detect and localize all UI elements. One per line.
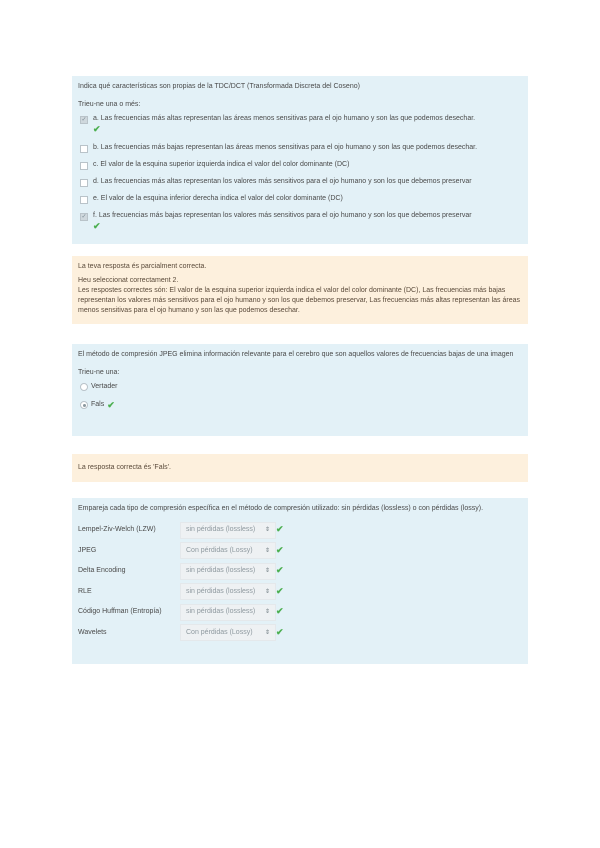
match-row-label: Lempel-Ziv-Welch (LZW) [78, 526, 156, 534]
option-true-label: Vertader [91, 383, 118, 390]
feedback-2-panel [72, 454, 528, 482]
feedback-1-count: Heu seleccionat correctament 2. [78, 277, 179, 284]
feedback-1-panel [72, 256, 528, 324]
match-select-value: sin pérdidas (lossless) [186, 608, 256, 616]
match-select[interactable] [180, 604, 276, 621]
option-a[interactable] [80, 114, 522, 136]
match-select-value: sin pérdidas (lossless) [186, 567, 256, 575]
match-row [78, 623, 284, 644]
match-select-value: sin pérdidas (lossless) [186, 526, 256, 534]
check-icon: ✔ [93, 221, 101, 231]
question-2-panel [72, 344, 528, 436]
matching-table [78, 520, 284, 643]
option-e[interactable] [80, 194, 522, 204]
match-row [78, 561, 284, 582]
match-row [78, 520, 284, 541]
question-3-text: Empareja cada tipo de compresión específica en el método de compresión utilizado: sin pérdidas (lossless) o con pérdidas (lossy). [78, 505, 484, 512]
option-false-label: Fals [91, 401, 105, 408]
check-icon: ✔ [276, 606, 284, 617]
feedback-2-text: La resposta correcta és 'Fals'. [78, 464, 171, 471]
option-d[interactable] [80, 177, 522, 187]
check-icon: ✔ [276, 626, 284, 637]
check-icon: ✔ [276, 524, 284, 535]
option-f-label: f. Las frecuencias más bajas representan los valores más sensitivos para el ojo humano y son los que debemos preservar [93, 212, 472, 219]
updown-arrow-icon: ⇕ [264, 609, 270, 616]
option-f[interactable] [80, 211, 522, 233]
updown-arrow-icon: ⇕ [264, 588, 270, 595]
option-b-checkbox[interactable] [80, 145, 88, 153]
question-1-panel [72, 76, 528, 244]
option-b-label: b. Las frecuencias más bajas representan las áreas menos sensitivas para el ojo humano y son las que podemos desechar. [93, 144, 478, 151]
option-d-checkbox[interactable] [80, 179, 88, 187]
match-row-label: Delta Encoding [78, 567, 126, 575]
option-c-checkbox[interactable] [80, 162, 88, 170]
match-row [78, 541, 284, 562]
match-select-value: Con pérdidas (Lossy) [186, 628, 253, 636]
option-c[interactable] [80, 160, 522, 170]
question-1-instruction: Trieu-ne una o més: [78, 101, 141, 108]
check-icon: ✔ [276, 544, 284, 555]
match-row [78, 602, 284, 623]
match-row-label: RLE [78, 587, 92, 595]
option-e-checkbox[interactable] [80, 196, 88, 204]
feedback-1-correct-answers: Les respostes correctes són: El valor de la esquina superior izquierda indica el valor del color dominante (DC), Las frecuencias más bajas representan los valores más sensitivos para el ojo humano y son los que debemos preservar, Las frecuencias más altas representan las áreas menos sensitivas para el ojo humano y son las que podemos desechar. [78, 287, 521, 314]
option-a-checkbox[interactable]: ✓ [81, 117, 87, 123]
option-d-label: d. Las frecuencias más altas representan los valores más sensitivos para el ojo humano y son los que debemos preservar [93, 178, 472, 185]
question-1-text: Indica qué características son propias de la TDC/DCT (Transformada Discreta del Coseno) [78, 83, 360, 90]
updown-arrow-icon: ⇕ [264, 547, 270, 554]
match-select[interactable] [180, 522, 276, 539]
match-row-label: Wavelets [78, 628, 107, 636]
option-f-checkbox[interactable]: ✓ [81, 214, 87, 220]
updown-arrow-icon: ⇕ [264, 629, 270, 636]
option-b[interactable] [80, 143, 522, 153]
option-true[interactable] [80, 382, 522, 392]
match-select-value: sin pérdidas (lossless) [186, 587, 256, 595]
check-icon: ✔ [93, 124, 101, 134]
match-row-label: Código Huffman (Entropía) [78, 608, 162, 616]
match-select-value: Con pérdidas (Lossy) [186, 546, 253, 554]
option-false[interactable] [80, 400, 522, 410]
match-select[interactable] [180, 624, 276, 641]
question-2-text: El método de compresión JPEG elimina información relevante para el cerebro que son aquellos valores de frecuencias bajas de una imagen [78, 351, 514, 358]
match-row-label: JPEG [78, 546, 97, 554]
match-select[interactable] [180, 542, 276, 559]
check-icon: ✔ [107, 400, 115, 410]
option-c-label: c. El valor de la esquina superior izquierda indica el valor del color dominante (DC) [93, 161, 350, 168]
match-row [78, 582, 284, 603]
question-3-panel [72, 498, 528, 664]
option-false-radio[interactable] [80, 401, 88, 409]
option-true-radio[interactable] [80, 383, 88, 391]
question-2-instruction: Trieu-ne una: [78, 369, 120, 376]
check-icon: ✔ [276, 565, 284, 576]
updown-arrow-icon: ⇕ [264, 527, 270, 534]
updown-arrow-icon: ⇕ [264, 568, 270, 575]
check-icon: ✔ [276, 585, 284, 596]
option-a-label: a. Las frecuencias más altas representan las áreas menos sensitivas para el ojo humano y son las que podemos desechar. [93, 115, 476, 122]
option-e-label: e. El valor de la esquina inferior derecha indica el valor del color dominante (DC) [93, 195, 343, 202]
feedback-1-status: La teva resposta és parcialment correcta. [78, 263, 207, 270]
match-select[interactable] [180, 563, 276, 580]
match-select[interactable] [180, 583, 276, 600]
